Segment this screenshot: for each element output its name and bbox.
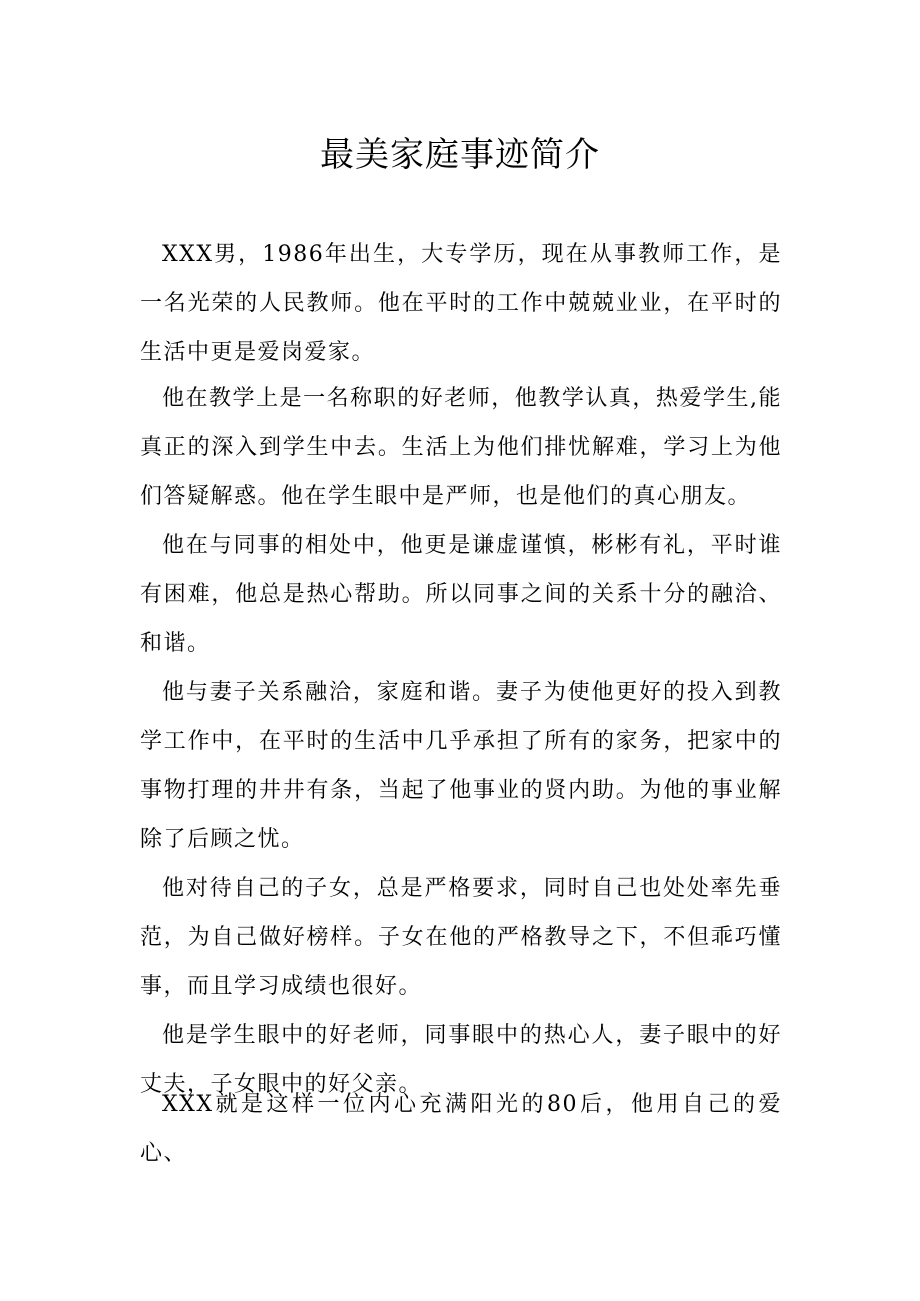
intro-block — [140, 230, 782, 377]
body-block — [140, 374, 782, 1109]
paragraph-wife: 他与妻子关系融洽，家庭和谐。妻子为使他更好的投入到教学工作中，在平时的生活中几乎承担了所有的家务，把家中的事物打理的井井有条，当起了他事业的贤内助。为他的事业解除了后顾之忧。 — [140, 680, 782, 852]
paragraph-closing: XXX就是这样一位内心充满阳光的80后，他用自己的爱心、 — [140, 1092, 782, 1166]
paragraph-colleagues: 他在与同事的相处中，他更是谦虚谨慎，彬彬有礼，平时谁有困难，他总是热心帮助。所以同事之间的关系十分的融洽、和谐。 — [140, 533, 782, 656]
paragraph-intro: XXX男，1986年出生，大专学历，现在从事教师工作，是一名光荣的人民教师。他在平时的工作中兢兢业业，在平时的生活中更是爱岗爱家。 — [140, 242, 782, 365]
paragraph-teaching: 他在教学上是一名称职的好老师，他教学认真，热爱学生,能真正的深入到学生中去。生活上为他们排忧解难，学习上为他们答疑解惑。他在学生眼中是严师，也是他们的真心朋友。 — [140, 386, 782, 509]
closing-block — [140, 1080, 782, 1178]
paragraph-children: 他对待自己的子女，总是严格要求，同时自己也处处率先垂范，为自己做好榜样。子女在他的严格教导之下，不但乖巧懂事，而且学习成绩也很好。 — [140, 876, 782, 999]
document-title: 最美家庭事迹简介 — [320, 135, 600, 175]
paragraph-summary: 他是学生眼中的好老师，同事眼中的热心人，妻子眼中的好丈夫，子女眼中的好父亲。 — [140, 1023, 782, 1097]
